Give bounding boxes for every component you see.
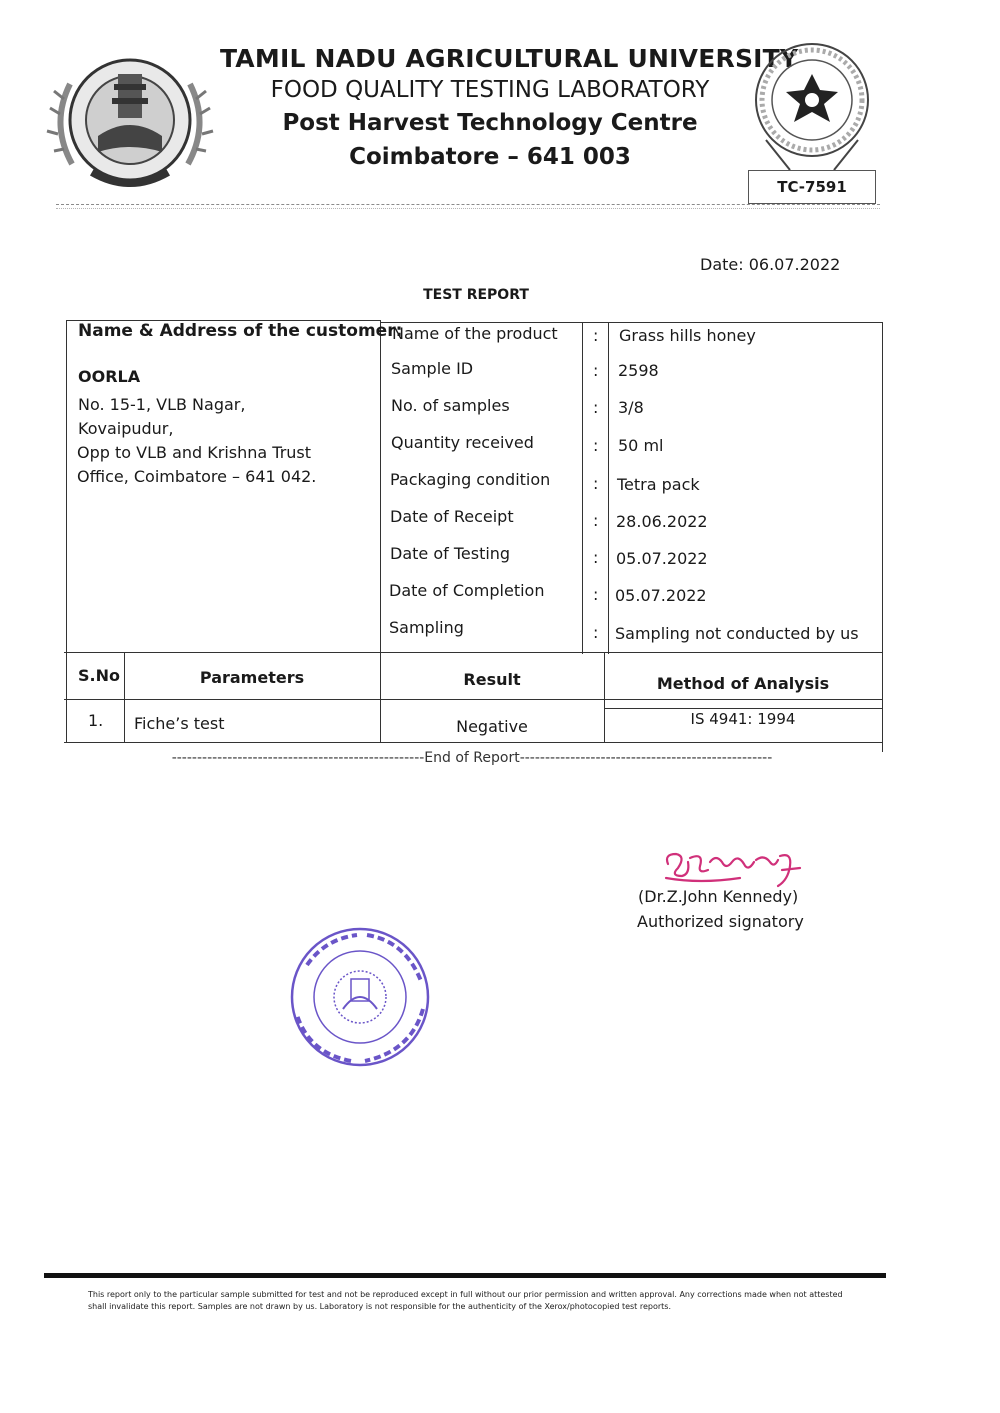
detail-value: 28.06.2022: [616, 512, 708, 531]
row-parameter: Fiche’s test: [134, 714, 225, 733]
university-emblem: [42, 44, 218, 194]
detail-separator: :: [593, 585, 599, 604]
end-of-report: --------------------------------------------------End of Report--------------------------------------------------: [171, 750, 773, 766]
detail-label: Date of Testing: [390, 544, 511, 563]
detail-label: Sampling: [389, 618, 464, 637]
detail-value: 05.07.2022: [616, 549, 708, 568]
customer-name: OORLA: [78, 367, 141, 386]
col-header-parameters: Parameters: [199, 668, 305, 687]
signature-image: [660, 848, 810, 892]
detail-label: No. of samples: [391, 396, 510, 415]
detail-value: 05.07.2022: [615, 586, 707, 605]
customer-address-line: Office, Coimbatore – 641 042.: [77, 467, 317, 486]
row-result: Negative: [456, 717, 528, 736]
detail-separator: :: [593, 623, 599, 642]
signatory-name: (Dr.Z.John Kennedy): [638, 887, 799, 906]
report-title: TEST REPORT: [423, 287, 529, 303]
detail-label: Quantity received: [391, 433, 534, 452]
detail-value: Grass hills honey: [619, 326, 756, 345]
signatory-role: Authorized signatory: [637, 912, 804, 931]
detail-value: Tetra pack: [617, 475, 700, 494]
detail-separator: :: [593, 474, 599, 493]
customer-address-line: No. 15-1, VLB Nagar,: [78, 395, 246, 414]
detail-separator: :: [593, 548, 599, 567]
detail-separator: :: [593, 398, 599, 417]
col-header-sno: S.No: [78, 666, 120, 685]
customer-address-line: Opp to VLB and Krishna Trust: [77, 443, 312, 462]
detail-value: 50 ml: [618, 436, 664, 455]
detail-separator: :: [593, 326, 599, 345]
detail-value: Sampling not conducted by us: [615, 624, 859, 643]
report-date: Date: 06.07.2022: [700, 255, 841, 274]
footer-disclaimer: This report only to the particular sample submitted for test and not be reproduced except in full without our prior permission and written approval. Any corrections made when not attested shall invalidate this report. Samples are not drawn by us. Laboratory is not responsible for the authenticity of the Xerox/photocopied test reports.: [88, 1290, 843, 1311]
laboratory-seal: [285, 925, 435, 1070]
detail-separator: :: [593, 511, 599, 530]
row-method: IS 4941: 1994: [690, 710, 796, 728]
detail-label: Sample ID: [391, 359, 474, 378]
university-name: TAMIL NADU AGRICULTURAL UNIVERSITY: [220, 44, 799, 73]
col-header-result: Result: [463, 670, 521, 689]
customer-heading: Name & Address of the customer:: [78, 321, 403, 341]
footer-divider: [44, 1273, 886, 1278]
centre-name: Post Harvest Technology Centre: [282, 110, 698, 136]
detail-label: Packaging condition: [390, 470, 551, 489]
detail-label: Date of Receipt: [390, 507, 514, 526]
accreditation-code: TC-7591: [748, 170, 876, 204]
laboratory-name: FOOD QUALITY TESTING LABORATORY: [270, 77, 710, 103]
col-header-method: Method of Analysis: [656, 674, 830, 693]
detail-label: Date of Completion: [389, 581, 545, 600]
header-divider-secondary: [56, 208, 880, 209]
test-report-table: [64, 318, 882, 754]
detail-value: 2598: [618, 361, 659, 380]
detail-label: Name of the product: [392, 324, 558, 343]
row-sno: 1.: [88, 711, 104, 730]
detail-separator: :: [593, 436, 599, 455]
customer-address-line: Kovaipudur,: [78, 419, 174, 438]
detail-value: 3/8: [618, 398, 644, 417]
centre-city: Coimbatore – 641 003: [349, 144, 631, 170]
detail-separator: :: [593, 361, 599, 380]
header-divider: [56, 204, 880, 205]
